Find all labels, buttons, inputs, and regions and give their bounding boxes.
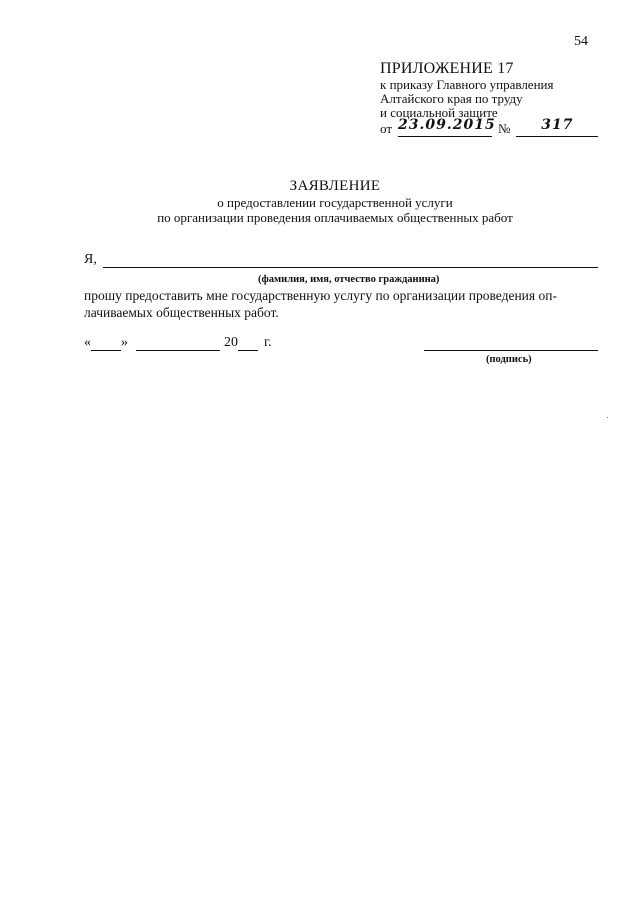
- applicant-row: [84, 252, 598, 268]
- number-prefix: №: [498, 121, 511, 136]
- open-quote: «: [84, 335, 91, 350]
- order-number-handwritten: 317: [541, 117, 574, 133]
- page-number: 54: [574, 34, 588, 49]
- order-date-handwritten: 23.09.2015: [398, 117, 496, 133]
- appendix-date-number-line: [380, 117, 610, 137]
- signature-caption: (подпись): [486, 354, 532, 365]
- date-prefix: от: [380, 121, 393, 136]
- order-number-field: [516, 117, 598, 137]
- year-prefix: 20: [224, 335, 238, 350]
- fio-caption: (фамилия, имя, отчество гражданина): [258, 274, 440, 285]
- order-date-field: [398, 117, 496, 137]
- appendix-line-2: Алтайского края по труду: [380, 91, 523, 106]
- appendix-line-3: и социальной защите: [380, 105, 498, 120]
- scan-speck: [607, 417, 608, 418]
- appendix-title: ПРИЛОЖЕНИЕ 17: [380, 60, 514, 77]
- document-title: ЗАЯВЛЕНИЕ: [289, 178, 381, 194]
- document-subtitle-2: по организации проведения оплачиваемых общественных работ: [157, 210, 513, 225]
- document-subtitle-1: о предоставлении государственной услуги: [217, 195, 453, 210]
- year-suffix: г.: [264, 335, 272, 350]
- appendix-line-1: к приказу Главного управления: [380, 77, 554, 92]
- year-blank: [238, 338, 258, 351]
- appendix-block: [380, 60, 610, 137]
- applicant-name-line: [103, 253, 598, 268]
- close-quote: »: [121, 335, 128, 350]
- document-heading: [0, 178, 640, 225]
- request-text: прошу предоставить мне государственную услугу по организации проведения оплачиваемых общественных работ.: [84, 288, 557, 320]
- applicant-label: Я,: [84, 252, 97, 267]
- date-row: [84, 335, 272, 351]
- month-blank: [136, 338, 220, 351]
- day-blank: [91, 338, 121, 351]
- signature-line: [424, 350, 598, 351]
